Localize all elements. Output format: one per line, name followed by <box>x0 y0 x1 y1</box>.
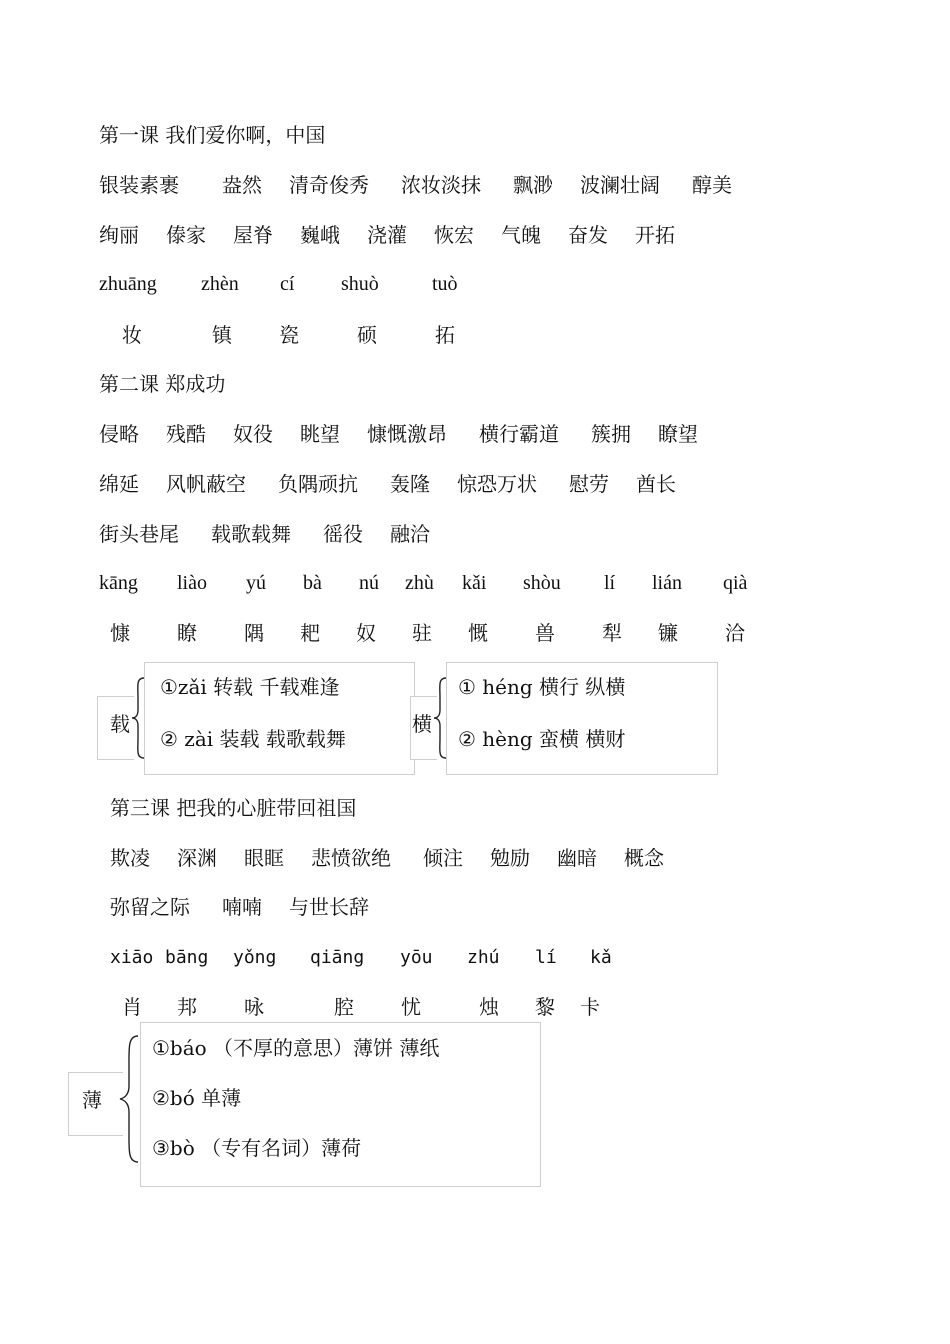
char: 慷 <box>110 621 130 645</box>
word: 奋发 <box>568 223 608 247</box>
pinyin: lián <box>652 572 682 594</box>
word: 慰劳 <box>569 472 609 496</box>
pinyin: qiāng <box>310 947 365 968</box>
char: 奴 <box>356 621 376 645</box>
polyphone-key: 薄 <box>82 1088 102 1112</box>
word: 屋脊 <box>233 223 273 247</box>
polyphone-reading: ①zǎi 转载 千载难逢 <box>160 675 340 699</box>
polyphone-reading: ①báo （不厚的意思）薄饼 薄纸 <box>152 1036 440 1060</box>
word: 眺望 <box>300 422 340 446</box>
char: 硕 <box>357 323 377 347</box>
word: 深渊 <box>177 846 217 870</box>
char: 肖 <box>122 995 142 1019</box>
word: 瞭望 <box>658 422 698 446</box>
polyphone-reading: ③bò （专有名词）薄荷 <box>152 1136 362 1160</box>
pinyin: nú <box>359 572 379 594</box>
char: 拓 <box>435 323 455 347</box>
char: 镰 <box>658 621 678 645</box>
word: 勉励 <box>490 846 530 870</box>
word: 簇拥 <box>591 422 631 446</box>
word: 浓妆淡抹 <box>401 173 481 197</box>
pinyin: zhuāng <box>99 273 157 295</box>
char: 隅 <box>244 621 264 645</box>
word: 倾注 <box>423 846 463 870</box>
word: 街头巷尾 <box>99 522 179 546</box>
pinyin: yōu <box>400 947 433 968</box>
pinyin: bāng <box>165 947 209 968</box>
char: 瓷 <box>279 323 299 347</box>
pinyin: shòu <box>523 572 561 594</box>
pinyin: qià <box>723 572 748 594</box>
word: 幽暗 <box>557 846 597 870</box>
word: 盎然 <box>222 173 262 197</box>
word: 银装素裹 <box>99 173 179 197</box>
polyphone-reading: ② zài 装载 载歌载舞 <box>160 727 346 751</box>
word: 横行霸道 <box>479 422 559 446</box>
word: 波澜壮阔 <box>580 173 660 197</box>
word: 开拓 <box>635 223 675 247</box>
word: 眼眶 <box>244 846 284 870</box>
word: 概念 <box>624 846 664 870</box>
char: 兽 <box>535 621 555 645</box>
word: 奴役 <box>233 422 273 446</box>
word: 欺凌 <box>110 846 150 870</box>
polyphone-reading: ②bó 单薄 <box>152 1086 242 1110</box>
pinyin: zhù <box>405 572 434 594</box>
word: 惊恐万状 <box>457 472 537 496</box>
char: 黎 <box>535 995 555 1019</box>
polyphone-reading: ② hèng 蛮横 横财 <box>458 727 626 751</box>
word: 喃喃 <box>222 895 262 919</box>
word: 侵略 <box>99 422 139 446</box>
char: 犁 <box>602 621 622 645</box>
polyphone-key: 横 <box>412 712 432 736</box>
pinyin: cí <box>280 273 295 295</box>
word: 融洽 <box>390 522 430 546</box>
word: 傣家 <box>166 223 206 247</box>
polyphone-reading: ① héng 横行 纵横 <box>458 675 626 699</box>
word: 悲愤欲绝 <box>311 846 391 870</box>
word: 弥留之际 <box>110 895 190 919</box>
char: 腔 <box>334 995 354 1019</box>
word: 负隅顽抗 <box>278 472 358 496</box>
pinyin: shuò <box>341 273 379 295</box>
char: 咏 <box>244 995 264 1019</box>
char: 镇 <box>212 323 232 347</box>
pinyin: zhú <box>467 947 500 968</box>
lesson2-title: 第二课 郑成功 <box>99 372 226 396</box>
pinyin: kǎi <box>462 572 487 594</box>
word: 巍峨 <box>300 223 340 247</box>
word: 醇美 <box>692 173 732 197</box>
lesson3-title: 第三课 把我的心脏带回祖国 <box>110 796 357 820</box>
word: 慷慨激昂 <box>367 422 447 446</box>
char: 慨 <box>468 621 488 645</box>
pinyin: bà <box>303 572 322 594</box>
pinyin: kāng <box>99 572 138 594</box>
word: 与世长辞 <box>289 895 369 919</box>
lesson1-title: 第一课 我们爱你啊，中国 <box>99 123 326 147</box>
char: 烛 <box>479 995 499 1019</box>
word: 浇灌 <box>367 223 407 247</box>
char: 妆 <box>122 323 142 347</box>
word: 气魄 <box>501 223 541 247</box>
brace-icon <box>118 1034 140 1164</box>
word: 风帆蔽空 <box>166 472 246 496</box>
word: 酋长 <box>636 472 676 496</box>
word: 轰隆 <box>390 472 430 496</box>
word: 绚丽 <box>99 223 139 247</box>
polyphone-key: 载 <box>110 712 130 736</box>
pinyin: lí <box>604 572 616 594</box>
char: 耙 <box>300 621 320 645</box>
pinyin: kǎ <box>590 947 612 968</box>
char: 驻 <box>412 621 432 645</box>
pinyin: yú <box>246 572 266 594</box>
char: 邦 <box>177 995 197 1019</box>
pinyin: xiāo <box>110 947 154 968</box>
pinyin: zhèn <box>201 273 239 295</box>
word: 清奇俊秀 <box>289 173 369 197</box>
word: 徭役 <box>323 522 363 546</box>
word: 载歌载舞 <box>211 522 291 546</box>
pinyin: liào <box>177 572 207 594</box>
char: 忧 <box>401 995 421 1019</box>
pinyin: tuò <box>432 273 458 295</box>
pinyin: yǒng <box>233 947 277 968</box>
pinyin: lí <box>535 947 557 968</box>
char: 洽 <box>725 621 745 645</box>
word: 恢宏 <box>434 223 474 247</box>
char: 卡 <box>580 995 600 1019</box>
word: 残酷 <box>166 422 206 446</box>
word: 飘渺 <box>513 173 553 197</box>
word: 绵延 <box>99 472 139 496</box>
char: 瞭 <box>177 621 197 645</box>
